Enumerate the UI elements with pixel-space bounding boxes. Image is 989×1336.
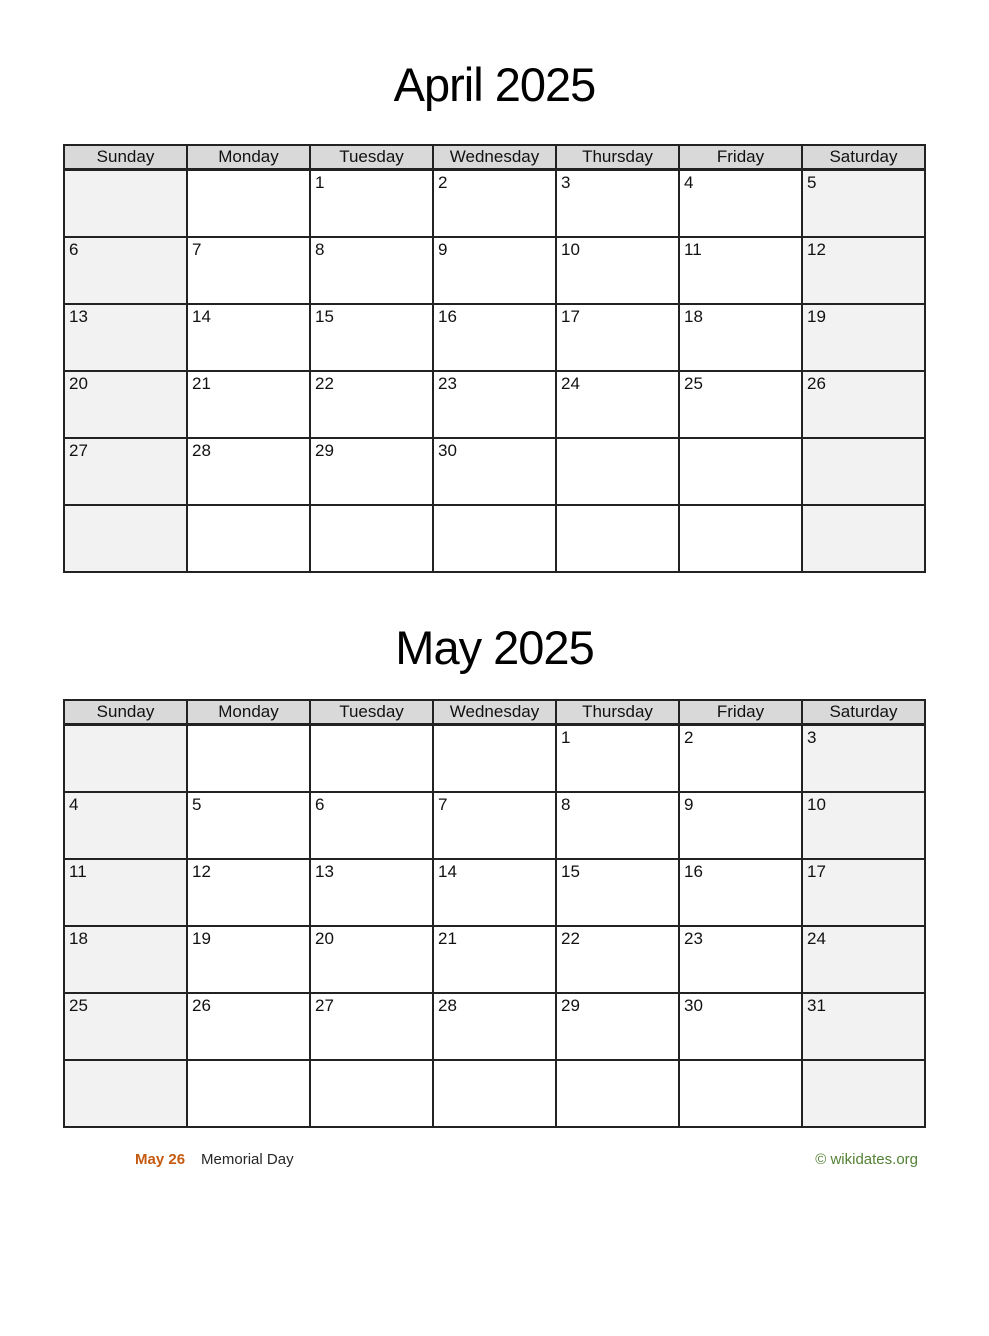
- date-cell: 28: [433, 993, 556, 1060]
- date-cell: [802, 438, 925, 505]
- day-header-monday: Monday: [187, 145, 310, 170]
- date-cell: [310, 724, 433, 792]
- week-row: [64, 993, 925, 1060]
- date-cell: [802, 1060, 925, 1127]
- date-cell: 7: [187, 237, 310, 304]
- date-cell: 20: [310, 926, 433, 993]
- date-cell: 28: [187, 438, 310, 505]
- date-cell: [187, 1060, 310, 1127]
- date-cell: 5: [187, 792, 310, 859]
- date-cell: 22: [310, 371, 433, 438]
- date-cell: 15: [310, 304, 433, 371]
- date-cell: 17: [556, 304, 679, 371]
- date-cell: 24: [802, 926, 925, 993]
- date-cell: [433, 1060, 556, 1127]
- day-header-wednesday: Wednesday: [433, 145, 556, 170]
- date-cell: 4: [64, 792, 187, 859]
- day-header-row: [64, 145, 925, 170]
- date-cell: 13: [64, 304, 187, 371]
- date-cell: 8: [310, 237, 433, 304]
- date-cell: 3: [556, 169, 679, 237]
- date-cell: [679, 505, 802, 572]
- day-header-wednesday: Wednesday: [433, 700, 556, 725]
- date-cell: 9: [433, 237, 556, 304]
- date-cell: 2: [433, 169, 556, 237]
- date-cell: 18: [64, 926, 187, 993]
- day-header-sunday: Sunday: [64, 700, 187, 725]
- footer: [63, 1151, 926, 1169]
- day-header-friday: Friday: [679, 145, 802, 170]
- date-cell: 18: [679, 304, 802, 371]
- date-cell: [556, 438, 679, 505]
- week-row: [64, 926, 925, 993]
- date-cell: 11: [64, 859, 187, 926]
- date-cell: 31: [802, 993, 925, 1060]
- date-cell: 1: [556, 724, 679, 792]
- day-header-sunday: Sunday: [64, 145, 187, 170]
- date-cell: 17: [802, 859, 925, 926]
- date-cell: 11: [679, 237, 802, 304]
- date-cell: [433, 505, 556, 572]
- day-header-tuesday: Tuesday: [310, 700, 433, 725]
- date-cell: 14: [433, 859, 556, 926]
- date-cell: 6: [310, 792, 433, 859]
- date-cell: [310, 1060, 433, 1127]
- date-cell: [187, 169, 310, 237]
- week-row: [64, 438, 925, 505]
- date-cell: [556, 1060, 679, 1127]
- date-cell: 10: [556, 237, 679, 304]
- date-cell: 12: [802, 237, 925, 304]
- date-cell: 30: [433, 438, 556, 505]
- day-header-thursday: Thursday: [556, 700, 679, 725]
- date-cell: [64, 169, 187, 237]
- date-cell: [556, 505, 679, 572]
- date-cell: 12: [187, 859, 310, 926]
- week-row: [64, 505, 925, 572]
- week-row: [64, 859, 925, 926]
- date-cell: 21: [187, 371, 310, 438]
- week-row: [64, 169, 925, 237]
- day-header-friday: Friday: [679, 700, 802, 725]
- date-cell: [187, 505, 310, 572]
- date-cell: 19: [187, 926, 310, 993]
- date-cell: 25: [64, 993, 187, 1060]
- week-row: [64, 1060, 925, 1127]
- date-cell: 23: [433, 371, 556, 438]
- date-cell: 23: [679, 926, 802, 993]
- holiday-note: [135, 1151, 294, 1169]
- holiday-date: May 26: [135, 1150, 186, 1168]
- date-cell: 26: [187, 993, 310, 1060]
- copyright-text: © wikidates.org: [815, 1150, 918, 1168]
- day-header-thursday: Thursday: [556, 145, 679, 170]
- calendar-table-april: [63, 144, 926, 573]
- month-may: [0, 619, 989, 1128]
- date-cell: 25: [679, 371, 802, 438]
- date-cell: 9: [679, 792, 802, 859]
- date-cell: 13: [310, 859, 433, 926]
- date-cell: 20: [64, 371, 187, 438]
- day-header-row: [64, 700, 925, 725]
- date-cell: 27: [64, 438, 187, 505]
- month-title-april: April 2025: [393, 58, 596, 111]
- date-cell: 29: [310, 438, 433, 505]
- holiday-name: Memorial Day: [201, 1150, 294, 1168]
- date-cell: 19: [802, 304, 925, 371]
- date-cell: 14: [187, 304, 310, 371]
- date-cell: 7: [433, 792, 556, 859]
- date-cell: 3: [802, 724, 925, 792]
- week-row: [64, 724, 925, 792]
- day-header-tuesday: Tuesday: [310, 145, 433, 170]
- date-cell: 24: [556, 371, 679, 438]
- calendar-table-may: [63, 699, 926, 1128]
- date-cell: [64, 505, 187, 572]
- month-title-may: May 2025: [395, 620, 594, 674]
- date-cell: [64, 724, 187, 792]
- week-row: [64, 237, 925, 304]
- date-cell: 30: [679, 993, 802, 1060]
- date-cell: 8: [556, 792, 679, 859]
- day-header-monday: Monday: [187, 700, 310, 725]
- date-cell: 16: [679, 859, 802, 926]
- date-cell: 4: [679, 169, 802, 237]
- date-cell: 15: [556, 859, 679, 926]
- date-cell: 1: [310, 169, 433, 237]
- date-cell: [802, 505, 925, 572]
- date-cell: [679, 1060, 802, 1127]
- date-cell: 22: [556, 926, 679, 993]
- month-april: [0, 56, 989, 573]
- date-cell: 10: [802, 792, 925, 859]
- date-cell: 27: [310, 993, 433, 1060]
- week-row: [64, 304, 925, 371]
- date-cell: [433, 724, 556, 792]
- date-cell: 2: [679, 724, 802, 792]
- day-header-saturday: Saturday: [802, 700, 925, 725]
- date-cell: [679, 438, 802, 505]
- date-cell: 16: [433, 304, 556, 371]
- date-cell: 6: [64, 237, 187, 304]
- date-cell: [64, 1060, 187, 1127]
- date-cell: 5: [802, 169, 925, 237]
- week-row: [64, 371, 925, 438]
- day-header-saturday: Saturday: [802, 145, 925, 170]
- date-cell: 21: [433, 926, 556, 993]
- date-cell: 29: [556, 993, 679, 1060]
- date-cell: [187, 724, 310, 792]
- date-cell: 26: [802, 371, 925, 438]
- week-row: [64, 792, 925, 859]
- date-cell: [310, 505, 433, 572]
